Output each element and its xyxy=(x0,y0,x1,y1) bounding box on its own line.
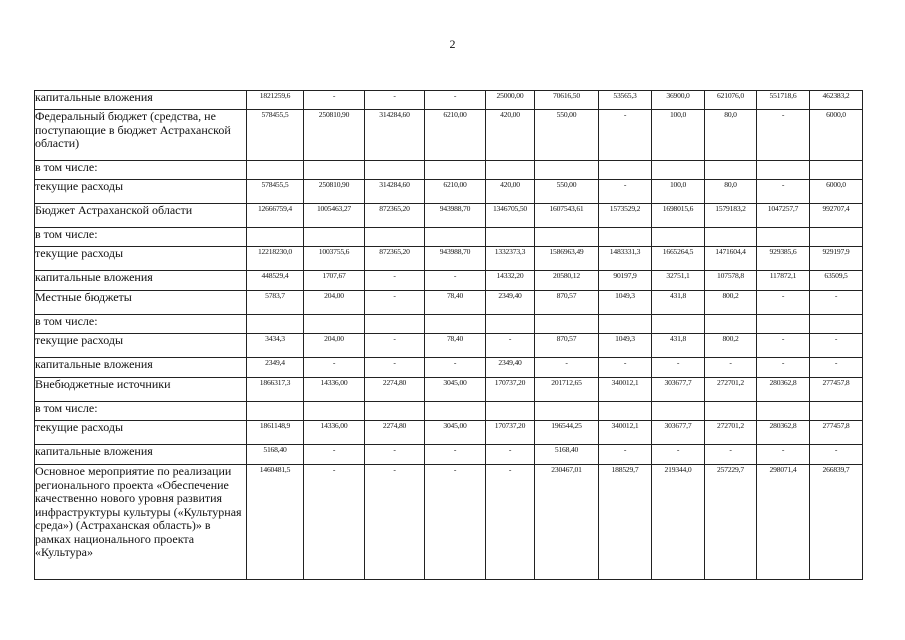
value-cell: - xyxy=(365,271,425,291)
value-cell xyxy=(365,315,425,334)
value-cell: 340012,1 xyxy=(599,421,652,445)
value-cell: - xyxy=(486,465,535,580)
value-cell: 1707,67 xyxy=(304,271,365,291)
value-cell: 12666759,4 xyxy=(247,204,304,228)
row-label: текущие расходы xyxy=(35,421,247,445)
row-label: капитальные вложения xyxy=(35,445,247,465)
value-cell: 250810,90 xyxy=(304,110,365,161)
value-cell: 117872,1 xyxy=(757,271,810,291)
value-cell: - xyxy=(425,271,486,291)
value-cell: - xyxy=(705,445,757,465)
value-cell xyxy=(304,402,365,421)
value-cell: - xyxy=(304,91,365,110)
value-cell: 2274,80 xyxy=(365,378,425,402)
value-cell: - xyxy=(757,180,810,204)
value-cell xyxy=(757,315,810,334)
value-cell: 3045,00 xyxy=(425,421,486,445)
value-cell: 1332373,3 xyxy=(486,247,535,271)
row-label: в том числе: xyxy=(35,228,247,247)
value-cell: 201712,65 xyxy=(535,378,599,402)
value-cell: 14336,00 xyxy=(304,421,365,445)
value-cell: - xyxy=(486,445,535,465)
value-cell: 431,8 xyxy=(652,334,705,358)
value-cell: 551718,6 xyxy=(757,91,810,110)
value-cell xyxy=(247,402,304,421)
value-cell: - xyxy=(599,180,652,204)
value-cell: 5168,40 xyxy=(535,445,599,465)
value-cell: 170737,20 xyxy=(486,421,535,445)
table-row xyxy=(35,180,863,204)
value-cell xyxy=(304,161,365,180)
table-row xyxy=(35,334,863,358)
value-cell xyxy=(810,161,863,180)
value-cell: 12218230,0 xyxy=(247,247,304,271)
value-cell: 14332,20 xyxy=(486,271,535,291)
value-cell: - xyxy=(757,291,810,315)
value-cell: 6000,0 xyxy=(810,110,863,161)
value-cell xyxy=(599,315,652,334)
value-cell: 196544,25 xyxy=(535,421,599,445)
value-cell: 100,0 xyxy=(652,110,705,161)
value-cell: 1460481,5 xyxy=(247,465,304,580)
value-cell: 1861148,9 xyxy=(247,421,304,445)
value-cell: 2349,40 xyxy=(486,291,535,315)
value-cell xyxy=(486,161,535,180)
value-cell: - xyxy=(705,358,757,378)
value-cell: - xyxy=(365,91,425,110)
value-cell xyxy=(810,402,863,421)
value-cell: - xyxy=(652,445,705,465)
value-cell: 1665264,5 xyxy=(652,247,705,271)
value-cell: 870,57 xyxy=(535,334,599,358)
table-row xyxy=(35,402,863,421)
value-cell xyxy=(757,161,810,180)
value-cell: - xyxy=(425,465,486,580)
value-cell xyxy=(810,228,863,247)
budget-table xyxy=(34,90,863,580)
value-cell: 188529,7 xyxy=(599,465,652,580)
value-cell: 1866317,3 xyxy=(247,378,304,402)
value-cell: 448529,4 xyxy=(247,271,304,291)
value-cell: 78,40 xyxy=(425,334,486,358)
value-cell: 431,8 xyxy=(652,291,705,315)
value-cell: 420,00 xyxy=(486,110,535,161)
value-cell: 578455,5 xyxy=(247,110,304,161)
value-cell xyxy=(425,228,486,247)
value-cell: 943988,70 xyxy=(425,204,486,228)
value-cell: 36900,0 xyxy=(652,91,705,110)
value-cell: 204,00 xyxy=(304,291,365,315)
value-cell: - xyxy=(425,358,486,378)
value-cell xyxy=(535,315,599,334)
value-cell: 277457,8 xyxy=(810,378,863,402)
value-cell: 204,00 xyxy=(304,334,365,358)
table-row xyxy=(35,421,863,445)
value-cell: 107578,8 xyxy=(705,271,757,291)
value-cell xyxy=(247,161,304,180)
value-cell xyxy=(652,402,705,421)
value-cell xyxy=(652,315,705,334)
value-cell: 578455,5 xyxy=(247,180,304,204)
row-label: Местные бюджеты xyxy=(35,291,247,315)
value-cell: 3434,3 xyxy=(247,334,304,358)
page-number: 2 xyxy=(449,37,456,51)
value-cell xyxy=(365,161,425,180)
value-cell xyxy=(705,315,757,334)
value-cell: 1003755,6 xyxy=(304,247,365,271)
value-cell xyxy=(757,228,810,247)
value-cell: 800,2 xyxy=(705,291,757,315)
value-cell: 5783,7 xyxy=(247,291,304,315)
value-cell xyxy=(365,402,425,421)
table-row xyxy=(35,228,863,247)
value-cell: 303677,7 xyxy=(652,421,705,445)
value-cell: 1471604,4 xyxy=(705,247,757,271)
value-cell xyxy=(425,402,486,421)
value-cell: 2349,4 xyxy=(247,358,304,378)
table-row xyxy=(35,161,863,180)
value-cell: - xyxy=(757,358,810,378)
value-cell: 1607543,61 xyxy=(535,204,599,228)
value-cell xyxy=(705,161,757,180)
value-cell: 266839,7 xyxy=(810,465,863,580)
value-cell: 3045,00 xyxy=(425,378,486,402)
value-cell: - xyxy=(365,445,425,465)
value-cell: 929197,9 xyxy=(810,247,863,271)
value-cell: 32751,1 xyxy=(652,271,705,291)
value-cell: 420,00 xyxy=(486,180,535,204)
value-cell: 929385,6 xyxy=(757,247,810,271)
value-cell: 100,0 xyxy=(652,180,705,204)
value-cell: 53565,3 xyxy=(599,91,652,110)
value-cell: 230467,01 xyxy=(535,465,599,580)
value-cell: 870,57 xyxy=(535,291,599,315)
value-cell: - xyxy=(757,110,810,161)
value-cell: - xyxy=(535,358,599,378)
value-cell: - xyxy=(304,445,365,465)
value-cell: 277457,8 xyxy=(810,421,863,445)
row-label: капитальные вложения xyxy=(35,271,247,291)
value-cell xyxy=(247,228,304,247)
value-cell: 314284,60 xyxy=(365,110,425,161)
value-cell: - xyxy=(425,445,486,465)
value-cell: 1579183,2 xyxy=(705,204,757,228)
value-cell: 5168,40 xyxy=(247,445,304,465)
value-cell xyxy=(599,228,652,247)
value-cell: 298071,4 xyxy=(757,465,810,580)
value-cell: - xyxy=(810,358,863,378)
value-cell xyxy=(486,228,535,247)
value-cell: 6210,00 xyxy=(425,110,486,161)
value-cell: 80,0 xyxy=(705,180,757,204)
row-label: в том числе: xyxy=(35,161,247,180)
value-cell: 303677,7 xyxy=(652,378,705,402)
value-cell: - xyxy=(599,110,652,161)
table-row xyxy=(35,291,863,315)
value-cell: 1049,3 xyxy=(599,334,652,358)
table-row xyxy=(35,247,863,271)
value-cell: 20580,12 xyxy=(535,271,599,291)
value-cell: 550,00 xyxy=(535,110,599,161)
value-cell xyxy=(757,402,810,421)
value-cell xyxy=(425,161,486,180)
row-label: текущие расходы xyxy=(35,247,247,271)
value-cell: - xyxy=(304,358,365,378)
value-cell xyxy=(247,315,304,334)
table-row xyxy=(35,204,863,228)
value-cell: 1483331,3 xyxy=(599,247,652,271)
value-cell xyxy=(535,402,599,421)
value-cell xyxy=(599,161,652,180)
value-cell: - xyxy=(810,334,863,358)
table-row xyxy=(35,315,863,334)
value-cell: 872365,20 xyxy=(365,204,425,228)
value-cell: - xyxy=(810,291,863,315)
value-cell: 272701,2 xyxy=(705,378,757,402)
value-cell: 78,40 xyxy=(425,291,486,315)
row-label: Внебюджетные источники xyxy=(35,378,247,402)
value-cell xyxy=(535,228,599,247)
value-cell xyxy=(304,228,365,247)
value-cell: 272701,2 xyxy=(705,421,757,445)
value-cell xyxy=(705,402,757,421)
value-cell xyxy=(304,315,365,334)
table-row xyxy=(35,465,863,580)
value-cell: 943988,70 xyxy=(425,247,486,271)
value-cell: 6210,00 xyxy=(425,180,486,204)
value-cell: - xyxy=(425,91,486,110)
value-cell: 872365,20 xyxy=(365,247,425,271)
value-cell: 90197,9 xyxy=(599,271,652,291)
value-cell: 170737,20 xyxy=(486,378,535,402)
row-label: капитальные вложения xyxy=(35,358,247,378)
value-cell: - xyxy=(810,445,863,465)
value-cell xyxy=(810,315,863,334)
value-cell xyxy=(365,228,425,247)
value-cell: 2274,80 xyxy=(365,421,425,445)
value-cell: 1586963,49 xyxy=(535,247,599,271)
row-label: в том числе: xyxy=(35,402,247,421)
value-cell: 6000,0 xyxy=(810,180,863,204)
value-cell: 14336,00 xyxy=(304,378,365,402)
value-cell: 1821259,6 xyxy=(247,91,304,110)
value-cell: - xyxy=(652,358,705,378)
value-cell: 462383,2 xyxy=(810,91,863,110)
table-row xyxy=(35,91,863,110)
table-row xyxy=(35,378,863,402)
value-cell: 550,00 xyxy=(535,180,599,204)
value-cell xyxy=(652,161,705,180)
value-cell xyxy=(486,402,535,421)
value-cell: 1005463,27 xyxy=(304,204,365,228)
value-cell: 280362,8 xyxy=(757,378,810,402)
value-cell xyxy=(535,161,599,180)
row-label: Бюджет Астраханской области xyxy=(35,204,247,228)
value-cell: - xyxy=(365,358,425,378)
value-cell: - xyxy=(599,358,652,378)
value-cell: - xyxy=(365,334,425,358)
value-cell: 992707,4 xyxy=(810,204,863,228)
row-label: в том числе: xyxy=(35,315,247,334)
value-cell xyxy=(652,228,705,247)
value-cell: 1047257,7 xyxy=(757,204,810,228)
value-cell: - xyxy=(365,291,425,315)
value-cell: 340012,1 xyxy=(599,378,652,402)
value-cell: 219344,0 xyxy=(652,465,705,580)
value-cell: 2349,40 xyxy=(486,358,535,378)
value-cell: - xyxy=(599,445,652,465)
value-cell: 1698015,6 xyxy=(652,204,705,228)
table-row xyxy=(35,445,863,465)
value-cell xyxy=(486,315,535,334)
value-cell: 250810,90 xyxy=(304,180,365,204)
value-cell: - xyxy=(757,334,810,358)
value-cell: 1049,3 xyxy=(599,291,652,315)
value-cell xyxy=(599,402,652,421)
row-label: капитальные вложения xyxy=(35,91,247,110)
value-cell: - xyxy=(486,334,535,358)
value-cell: - xyxy=(304,465,365,580)
value-cell: 80,0 xyxy=(705,110,757,161)
table-row xyxy=(35,110,863,161)
row-label: текущие расходы xyxy=(35,180,247,204)
value-cell: 70616,50 xyxy=(535,91,599,110)
row-label: Основное мероприятие по реализации регионального проекта «Обеспечение качественно нового уровня развития инфраструктуры культуры («Культурная среда») (Астраханская область)» в рамках национального проекта «Культура» xyxy=(35,465,247,580)
value-cell: 25000,00 xyxy=(486,91,535,110)
row-label: Федеральный бюджет (средства, не поступающие в бюджет Астраханской области) xyxy=(35,110,247,161)
value-cell: 1573529,2 xyxy=(599,204,652,228)
value-cell: 280362,8 xyxy=(757,421,810,445)
value-cell xyxy=(425,315,486,334)
value-cell: - xyxy=(757,445,810,465)
value-cell: - xyxy=(365,465,425,580)
value-cell: 314284,60 xyxy=(365,180,425,204)
value-cell: 621076,0 xyxy=(705,91,757,110)
value-cell: 800,2 xyxy=(705,334,757,358)
value-cell: 1346705,50 xyxy=(486,204,535,228)
value-cell: 257229,7 xyxy=(705,465,757,580)
row-label: текущие расходы xyxy=(35,334,247,358)
table-row xyxy=(35,358,863,378)
table-row xyxy=(35,271,863,291)
value-cell: 63509,5 xyxy=(810,271,863,291)
value-cell xyxy=(705,228,757,247)
